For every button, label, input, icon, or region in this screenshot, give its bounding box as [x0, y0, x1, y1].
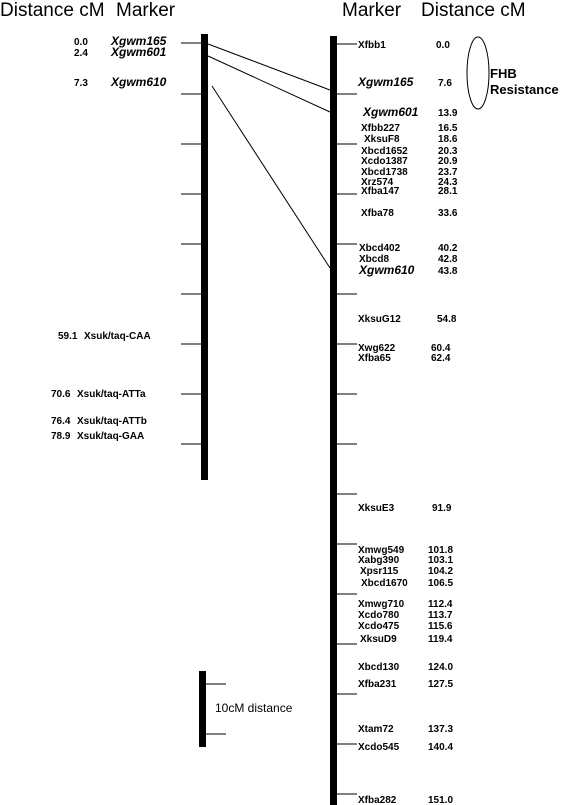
right-marker-name: Xfbb227 [361, 123, 400, 134]
right-marker-name: XksuF8 [364, 134, 400, 145]
right-marker-pos: 91.9 [432, 503, 452, 514]
right-marker-pos: 42.8 [438, 254, 458, 265]
left-marker-pos: 0.0 [74, 37, 88, 48]
right-marker-pos: 112.4 [428, 599, 453, 610]
right-marker-pos: 40.2 [438, 243, 458, 254]
right-marker-pos: 16.5 [438, 123, 458, 134]
right-marker-name: Xbcd1670 [361, 578, 408, 589]
right-marker-pos: 151.0 [428, 795, 454, 805]
right-marker-name: Xbcd130 [358, 662, 400, 673]
right-marker-name: Xpsr115 [360, 566, 399, 577]
right-marker-name: Xgwm610 [359, 263, 415, 277]
left-chromosome-bar [201, 34, 208, 480]
right-marker-pos: 60.4 [431, 343, 451, 354]
qtl-label-line1: FHB [490, 66, 517, 81]
right-marker-name: Xfba147 [361, 186, 400, 197]
link-line-xgwm601 [208, 56, 330, 112]
right-marker-pos: 18.6 [438, 134, 458, 145]
left-marker-name: Xgwm610 [111, 75, 167, 89]
right-marker-pos: 0.0 [436, 40, 450, 51]
right-marker-name: Xfba65 [358, 353, 391, 364]
right-marker-name: Xbcd8 [359, 254, 390, 265]
right-marker-pos: 115.6 [428, 621, 453, 632]
right-marker-name: Xcdo545 [358, 742, 400, 753]
right-marker-pos: 137.3 [428, 724, 454, 735]
right-marker-pos: 13.9 [438, 108, 458, 119]
right-marker-pos: 43.8 [438, 266, 458, 277]
link-line-xgwm610 [212, 86, 330, 268]
right-marker-pos: 7.6 [438, 78, 452, 89]
scale-bar-label: 10cM distance [215, 701, 293, 715]
left-marker-header: Marker [116, 0, 176, 21]
right-marker-pos: 20.3 [438, 146, 458, 157]
left-marker-name: Xsuk/taq-ATTb [77, 416, 147, 427]
right-marker-pos: 127.5 [428, 679, 454, 690]
right-marker-pos: 24.3 [438, 177, 458, 188]
scale-bar [199, 671, 206, 747]
right-marker-pos: 124.0 [428, 662, 454, 673]
right-marker-pos: 101.8 [428, 545, 454, 556]
right-marker-pos: 28.1 [438, 186, 458, 197]
right-marker-pos: 113.7 [428, 610, 453, 621]
left-marker-pos: 7.3 [74, 78, 88, 89]
left-marker-pos: 2.4 [74, 48, 88, 59]
right-marker-pos: 23.7 [438, 167, 458, 178]
right-marker-name: Xmwg710 [358, 599, 405, 610]
right-marker-pos: 106.5 [428, 578, 454, 589]
right-marker-pos: 140.4 [428, 742, 454, 753]
left-marker-pos: 76.4 [51, 416, 71, 427]
right-marker-name: Xcdo1387 [361, 156, 408, 167]
right-marker-name: Xgwm165 [358, 75, 414, 89]
left-marker-name: Xsuk/taq-ATTa [77, 389, 146, 400]
right-marker-name: Xrz574 [361, 177, 394, 188]
right-marker-name: Xcdo475 [358, 621, 400, 632]
right-marker-name: Xfba282 [358, 795, 397, 805]
left-marker-name: Xsuk/taq-GAA [77, 431, 145, 442]
right-marker-pos: 54.8 [437, 314, 457, 325]
right-marker-name: Xbcd1652 [361, 146, 408, 157]
right-marker-name: Xfba78 [361, 208, 394, 219]
right-marker-name: XksuG12 [358, 314, 401, 325]
right-marker-pos: 20.9 [438, 156, 458, 167]
right-scale-ticks [337, 44, 357, 794]
left-scale-ticks [181, 43, 201, 444]
qtl-label-line2: Resistance [490, 82, 559, 97]
link-line-xgwm165 [208, 44, 330, 90]
right-marker-name: Xmwg549 [358, 545, 405, 556]
right-marker-pos: 104.2 [428, 566, 454, 577]
right-marker-pos: 119.4 [428, 634, 453, 645]
left-marker-name: Xgwm601 [111, 45, 167, 59]
qtl-ellipse [467, 37, 489, 109]
left-marker-pos: 59.1 [58, 331, 78, 342]
left-marker-name: Xgwm165 [111, 34, 167, 48]
right-distance-header: Distance cM [421, 0, 526, 21]
right-marker-name: Xabg390 [358, 555, 400, 566]
left-marker-pos: 70.6 [51, 389, 71, 400]
right-marker-name: Xgwm601 [363, 105, 419, 119]
left-marker-name: Xsuk/taq-CAA [84, 331, 151, 342]
right-marker-labels [357, 40, 458, 805]
right-marker-name: XksuE3 [358, 503, 395, 514]
left-distance-header: Distance cM [0, 0, 105, 21]
right-chromosome-bar [330, 36, 337, 805]
left-marker-pos: 78.9 [51, 431, 71, 442]
right-marker-name: Xtam72 [358, 724, 394, 735]
right-marker-header: Marker [342, 0, 402, 21]
right-marker-pos: 103.1 [428, 555, 454, 566]
right-marker-pos: 33.6 [438, 208, 458, 219]
right-marker-name: Xfbb1 [358, 40, 386, 51]
homology-lines [208, 44, 330, 268]
right-marker-name: Xbcd1738 [361, 167, 408, 178]
right-marker-name: Xbcd402 [359, 243, 401, 254]
right-marker-name: XksuD9 [360, 634, 397, 645]
right-marker-name: Xfba231 [358, 679, 397, 690]
right-marker-name: Xwg622 [358, 343, 396, 354]
right-marker-pos: 62.4 [431, 353, 451, 364]
right-marker-name: Xcdo780 [358, 610, 400, 621]
